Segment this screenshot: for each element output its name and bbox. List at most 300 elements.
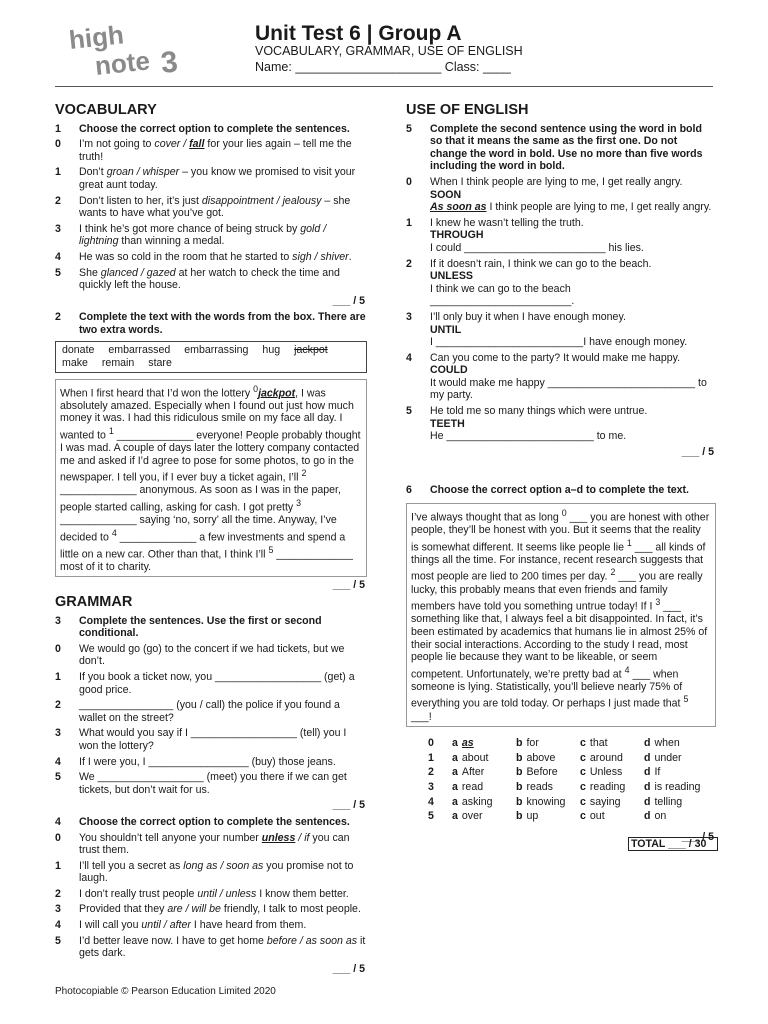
exercise-4-items: [55, 832, 367, 960]
question-number: 0: [428, 737, 434, 750]
option-text: Before: [526, 766, 558, 779]
option-text: out: [589, 810, 605, 823]
option-separator: /: [216, 887, 226, 900]
question-item: [55, 771, 367, 796]
text-segment: something like that, I always feel a bit disappointed. In fact, it’s been estimated by academics that humans lie in almost 25% of their social interactions. According to the study I read, most people lie because they want to be likeable, or seem competent. Unfortunately, we’re pretty bad at: [411, 613, 708, 681]
question-text[interactable]: We would go (go) to the concert if we had tickets, but we don’t.: [79, 642, 345, 668]
question-item: [55, 756, 367, 769]
option-letter: b: [516, 751, 523, 764]
option-b[interactable]: [516, 810, 580, 823]
question-number: 2: [428, 766, 434, 779]
option-text: telling: [654, 795, 683, 808]
exercise-6-score[interactable]: ___ / 5: [681, 830, 714, 843]
option-letter: d: [644, 737, 651, 750]
question-number: 5: [428, 810, 434, 823]
transformation-item: [406, 217, 716, 255]
text-segment: you can trust them.: [79, 831, 350, 857]
option-row: [428, 781, 716, 794]
option-2[interactable]: after: [169, 919, 191, 932]
name-blank[interactable]: _____________________: [295, 60, 442, 74]
option-b[interactable]: [516, 752, 580, 765]
option-letter: c: [580, 795, 586, 808]
gap-4-blank[interactable]: ___: [632, 668, 651, 681]
text-segment: for your lies again – tell me the truth!: [79, 138, 352, 163]
question-text: [79, 903, 367, 916]
question-number: 1: [55, 166, 61, 179]
box-word: make: [62, 356, 88, 369]
option-1[interactable]: until: [197, 887, 217, 900]
transformation-item: [406, 176, 716, 214]
exercise-number: 1: [55, 122, 61, 135]
question-text[interactable]: ________________ (you / call) the police if you found a wallet on the street?: [79, 699, 340, 724]
page-subtitle: VOCABULARY, GRAMMAR, USE OF ENGLISH: [255, 44, 523, 58]
question-number: 1: [55, 670, 61, 683]
question-body: [430, 217, 716, 255]
option-2[interactable]: as soon as: [305, 934, 358, 947]
option-letter: a: [452, 766, 458, 779]
instruction-text: Choose the correct option to complete the sentences.: [79, 122, 350, 135]
second-sentence: [430, 242, 716, 255]
question-item: [55, 919, 367, 932]
gap-marker: 4: [111, 527, 117, 538]
question-number: 4: [428, 795, 434, 808]
total-score[interactable]: TOTAL ___ / 30: [628, 837, 718, 851]
answer-blank[interactable]: _________________________: [435, 336, 584, 349]
gap-marker: 0: [253, 383, 259, 394]
gap-marker: 3: [296, 497, 302, 508]
text-segment: I know them better.: [256, 887, 349, 900]
option-a[interactable]: [452, 796, 516, 809]
gap-3-blank[interactable]: _____________: [60, 513, 137, 526]
question-text: [79, 267, 367, 292]
text-segment: to me.: [593, 430, 627, 443]
header-divider: [55, 86, 713, 87]
page-title: Unit Test 6 | Group A: [255, 22, 462, 45]
option-separator: /: [217, 859, 227, 872]
question-number: 4: [55, 755, 61, 768]
text-segment: it gets dark.: [79, 934, 366, 960]
text-segment: He was so cold in the room that he started to: [79, 250, 293, 263]
option-a[interactable]: [452, 737, 516, 750]
key-word: THROUGH: [430, 229, 484, 242]
text-segment: I don’t really trust people: [79, 887, 198, 900]
first-sentence: If it doesn’t rain, I think we can go to the beach.: [430, 257, 652, 270]
exercise-5-items: [406, 176, 716, 443]
option-text: Unless: [589, 766, 623, 779]
text-segment: friendly, I talk to most people.: [220, 903, 361, 916]
option-b[interactable]: [516, 737, 580, 750]
question-number: 3: [55, 727, 61, 740]
text-segment: saying ‘no, sorry’ all the time. Anyway, I’ve decided to: [60, 513, 337, 544]
text-segment: I could: [430, 241, 465, 254]
option-1[interactable]: long as: [183, 859, 218, 872]
option-letter: c: [580, 737, 586, 750]
text-segment: It would make me happy: [430, 376, 548, 389]
text-segment: He: [430, 430, 447, 443]
question-text: [79, 888, 367, 901]
option-letter: b: [516, 795, 523, 808]
text-segment: .: [348, 250, 352, 263]
option-2[interactable]: whisper: [142, 166, 180, 179]
word-box: [55, 341, 367, 373]
exercise-6-options: [428, 737, 716, 823]
box-word: remain: [101, 356, 135, 369]
text-segment: I think we can go to the beach: [430, 282, 571, 295]
option-c[interactable]: [580, 752, 644, 765]
exercise-2-score[interactable]: ___ / 5: [332, 579, 365, 592]
question-item: [55, 643, 367, 668]
gap-1-blank[interactable]: ___: [634, 541, 653, 554]
option-letter: d: [644, 810, 651, 823]
option-letter: a: [452, 810, 458, 823]
second-sentence: [430, 377, 716, 402]
option-row: [428, 796, 716, 809]
gap-5-blank[interactable]: ___: [411, 710, 429, 723]
text-segment: most of it to charity.: [60, 560, 152, 573]
option-text: when: [654, 737, 680, 750]
option-letter: a: [452, 780, 458, 793]
logo-word-high: high: [70, 25, 126, 55]
option-1[interactable]: glanced: [100, 266, 138, 279]
exercise-number: 5: [406, 122, 412, 135]
exercise-number: 4: [55, 815, 61, 828]
transformation-item: [406, 311, 716, 349]
exercise-5-instruction: [406, 123, 716, 173]
text-segment: when someone is lying. Statistically, you’ll believe nearly 75% of everything you are told today. Or perhaps I just made that: [411, 668, 684, 710]
question-number: 1: [428, 751, 434, 764]
option-1[interactable]: unless: [261, 831, 296, 844]
gap-4-blank[interactable]: _____________: [119, 531, 197, 544]
option-b[interactable]: [516, 781, 580, 794]
answer-blank[interactable]: _________________________: [547, 376, 696, 389]
question-number: 5: [55, 266, 61, 279]
text-segment: anonymous. As soon as I was in the paper, people started calling, asking for cash. I got pretty: [60, 484, 341, 514]
question-text: [79, 860, 367, 885]
second-sentence: [430, 283, 716, 308]
question-item: [55, 195, 367, 220]
exercise-3-score[interactable]: ___ / 5: [332, 799, 365, 812]
option-c[interactable]: [580, 737, 644, 750]
option-text: over: [461, 810, 483, 823]
option-row: [428, 810, 716, 823]
gap-5-blank[interactable]: _____________: [276, 548, 353, 561]
box-word: jackpot: [294, 343, 328, 356]
instruction-text: Complete the text with the words from the box. There are two extra words.: [79, 311, 366, 336]
option-text: about: [461, 751, 489, 764]
question-body: [430, 405, 716, 443]
key-word: TEETH: [430, 417, 465, 430]
transformation-item: [406, 405, 716, 443]
option-text: read: [461, 780, 484, 793]
question-text: [79, 223, 367, 248]
option-a[interactable]: [452, 810, 516, 823]
option-letter: d: [644, 766, 651, 779]
text-segment: I’ll tell you a secret as: [79, 859, 184, 872]
question-text[interactable]: We __________________ (meet) you there if we can get tickets, but don’t wait for us.: [79, 771, 347, 796]
question-item: [55, 671, 367, 696]
exercise-5-score[interactable]: ___ / 5: [681, 445, 714, 458]
question-number: 2: [55, 194, 61, 207]
option-text: up: [526, 810, 539, 823]
option-letter: b: [516, 737, 523, 750]
question-item: [55, 888, 367, 901]
option-c[interactable]: [580, 810, 644, 823]
exercise-number: 3: [55, 614, 61, 627]
text-segment: – she wants to have what you’ve got.: [79, 194, 351, 220]
exercise-1-items: [55, 138, 367, 292]
text-segment: I will call you: [79, 919, 142, 932]
logo-number: 3: [159, 45, 180, 80]
option-b[interactable]: [516, 766, 580, 779]
option-a[interactable]: [452, 781, 516, 794]
option-letter: d: [644, 780, 651, 793]
key-word: UNTIL: [430, 323, 462, 336]
transformation-item: [406, 352, 716, 402]
option-row: [428, 737, 716, 750]
question-text[interactable]: If you book a ticket now, you __________________ (get) a good price.: [79, 670, 355, 696]
gap-marker: 1: [626, 537, 632, 548]
text-segment: She: [79, 266, 101, 279]
question-number: 3: [55, 903, 61, 916]
exercise-4-score[interactable]: ___ / 5: [332, 962, 365, 975]
option-text: that: [589, 737, 608, 750]
option-1[interactable]: sigh: [292, 250, 312, 263]
question-item: [55, 166, 367, 191]
option-text: knowing: [526, 795, 566, 808]
option-2[interactable]: lightning: [79, 235, 119, 248]
answer-blank[interactable]: ________________________: [464, 241, 606, 254]
grammar-heading: GRAMMAR: [55, 594, 133, 610]
key-word: SOON: [430, 188, 462, 201]
option-1[interactable]: gold: [300, 222, 321, 235]
instruction-text: Choose the correct option a–d to complete the text.: [430, 484, 689, 497]
text-segment: I: [430, 336, 436, 349]
option-c[interactable]: [580, 766, 644, 779]
option-text: asking: [461, 795, 493, 808]
question-number: 4: [55, 919, 61, 932]
text-segment: !: [428, 710, 432, 723]
question-text: [79, 195, 367, 220]
question-number: 1: [406, 216, 412, 229]
option-letter: a: [452, 737, 458, 750]
logo-graphic: [70, 25, 210, 85]
gap-2-blank[interactable]: ___: [618, 571, 636, 583]
option-separator: /: [133, 166, 143, 179]
option-2[interactable]: soon as: [226, 859, 264, 872]
text-segment: , I was absolutely amazed. Especially when I found out just how much money it was. I had this ridiculous smile on my face all day. I wanted to: [60, 387, 354, 442]
text-segment: As soon as: [430, 201, 487, 214]
option-d[interactable]: [644, 752, 708, 765]
class-blank[interactable]: ____: [483, 60, 511, 74]
question-number: 0: [55, 138, 61, 151]
box-word: embarrassed: [108, 343, 171, 356]
question-item: [55, 727, 367, 752]
option-d[interactable]: [644, 766, 708, 779]
gap-marker: 5: [683, 694, 689, 705]
text-segment: – you know we promised to visit your great aunt today.: [79, 166, 356, 191]
option-d[interactable]: [644, 781, 708, 794]
option-2[interactable]: jealousy: [282, 194, 322, 207]
logo-word-note: note: [93, 45, 152, 81]
class-label: Class:: [444, 60, 480, 74]
question-number: 3: [428, 780, 434, 793]
gap-marker: 3: [655, 597, 661, 608]
option-c[interactable]: [580, 796, 644, 809]
transformation-item: [406, 258, 716, 308]
name-class-line: [255, 60, 511, 74]
option-row: [428, 766, 716, 779]
answer-blank[interactable]: ________________________: [430, 295, 572, 308]
option-separator: /: [320, 222, 327, 235]
question-text[interactable]: What would you say if I __________________ (tell) you I won the lottery?: [79, 727, 347, 752]
option-letter: d: [644, 751, 651, 764]
footer-copyright: Photocopiable © Pearson Education Limited 2020: [55, 986, 276, 997]
text-segment: I’m not going to: [79, 138, 155, 151]
option-text: for: [526, 737, 539, 750]
gap-marker: 0: [561, 508, 567, 519]
option-separator: /: [295, 831, 305, 844]
question-body: [430, 176, 716, 214]
question-text: [79, 251, 367, 264]
first-sentence: Can you come to the party? It would make me happy.: [430, 351, 681, 364]
exercise-1-instruction: [55, 123, 367, 136]
option-1[interactable]: cover: [154, 138, 181, 151]
option-a[interactable]: [452, 766, 516, 779]
text-segment: his lies.: [605, 241, 644, 254]
text-segment: I think people are lying to me, I get really angry.: [486, 201, 712, 214]
question-number: 4: [55, 250, 61, 263]
gap-marker: 1: [108, 425, 114, 436]
second-sentence: [430, 201, 716, 214]
option-2[interactable]: unless: [225, 887, 257, 900]
option-letter: a: [452, 751, 458, 764]
option-separator: /: [160, 919, 170, 932]
question-number: 3: [55, 222, 61, 235]
text-segment: Provided that they: [79, 903, 168, 916]
second-sentence: [430, 430, 716, 443]
exercise-6-instruction: [406, 484, 716, 497]
option-2[interactable]: if: [304, 831, 310, 844]
logo: [70, 25, 210, 85]
option-d[interactable]: [644, 796, 708, 809]
option-row: [428, 752, 716, 765]
option-text: If: [654, 766, 661, 779]
question-number: 0: [55, 831, 61, 844]
text-segment: to my party.: [430, 376, 707, 402]
option-c[interactable]: [580, 781, 644, 794]
exercise-6-text: [406, 503, 716, 727]
option-1[interactable]: before: [266, 934, 297, 947]
gap-0-blank[interactable]: ___: [569, 511, 588, 524]
text-segment: at her watch to check the time and quickly left the house.: [79, 266, 340, 292]
option-1[interactable]: until: [141, 919, 161, 932]
option-2[interactable]: fall: [189, 138, 205, 151]
question-number: 4: [406, 351, 412, 364]
question-item: [55, 832, 367, 857]
exercise-1-score[interactable]: ___ / 5: [332, 294, 365, 307]
option-text: around: [589, 751, 623, 764]
text-segment: you are honest with other people, they’ll be honest with you. But it seems that the reality is somewhat different. It seems like people lie: [411, 511, 710, 554]
option-1[interactable]: groan: [106, 166, 134, 179]
option-2[interactable]: gazed: [146, 266, 176, 279]
text-segment: Don’t listen to her, it’s just: [79, 194, 202, 207]
option-2[interactable]: shiver: [320, 250, 349, 263]
first-sentence: I’ll only buy it when I have enough money.: [430, 310, 626, 323]
instruction-text: Complete the second sentence using the word in bold so that it means the same as the first one. Do not change the word in bold. Use no more than five words including the word in bold.: [430, 122, 703, 173]
question-text: [79, 138, 367, 163]
text-segment: all kinds of things all the time. For instance, recent research suggests that most people are lied to 200 times per day.: [411, 541, 706, 583]
exercise-2-instruction: [55, 311, 367, 336]
option-d[interactable]: [644, 810, 708, 823]
question-number: 2: [55, 887, 61, 900]
gap-2-blank[interactable]: _____________: [60, 484, 137, 497]
exercise-3-items: [55, 643, 367, 797]
option-text: on: [654, 810, 667, 823]
option-1[interactable]: disappointment: [201, 194, 274, 207]
question-number: 0: [406, 175, 412, 188]
text-segment: .: [571, 295, 575, 308]
question-body: [430, 311, 716, 349]
text-segment: everyone! People probably thought I was mad. A couple of days later the lottery company contacted me and asked if I’d agree to pose for some photos, to go in the newspaper. I tell you, if I ever buy a ticket again, I’ll: [60, 429, 361, 484]
option-a[interactable]: [452, 752, 516, 765]
option-letter: b: [516, 810, 523, 823]
question-number: 5: [55, 934, 61, 947]
option-separator: /: [311, 250, 321, 263]
option-text: reads: [526, 780, 553, 793]
option-1[interactable]: are: [167, 903, 183, 916]
second-sentence: [430, 336, 716, 349]
left-column: [55, 104, 367, 979]
option-separator: /: [273, 194, 283, 207]
box-word: donate: [62, 343, 95, 356]
question-number: 5: [406, 405, 412, 418]
box-word: stare: [148, 356, 172, 369]
option-separator: /: [182, 903, 192, 916]
question-text: [79, 832, 367, 857]
gap-3-blank[interactable]: ___: [663, 600, 681, 613]
text-segment: When I first heard that I’d won the lottery: [60, 387, 254, 400]
text-segment: you are really lucky, this probably means that even friends and family members have told you something untrue today! If I: [411, 571, 703, 613]
question-text: [79, 935, 367, 960]
text-segment: Don’t: [79, 166, 107, 179]
option-separator: /: [296, 934, 306, 947]
exercise-4-instruction: [55, 816, 367, 829]
question-item: [55, 860, 367, 885]
option-text: as: [461, 737, 474, 750]
option-text: above: [526, 751, 556, 764]
box-word: embarrassing: [184, 343, 249, 356]
option-letter: b: [516, 766, 523, 779]
gap-1-blank[interactable]: _____________: [116, 429, 194, 442]
option-letter: a: [452, 795, 458, 808]
option-b[interactable]: [516, 796, 580, 809]
question-text[interactable]: If I were you, I _________________ (buy) those jeans.: [79, 755, 336, 768]
text-segment: I think he’s got more chance of being struck by: [79, 222, 301, 235]
exercise-2-text: [55, 379, 367, 578]
option-letter: d: [644, 795, 651, 808]
exercise-number: 2: [55, 311, 61, 324]
answer-blank[interactable]: _________________________: [446, 430, 594, 443]
question-number: 2: [406, 257, 412, 270]
text-segment: a few investments and spend a little on a new car. Other than that, I think I’ll: [60, 531, 346, 561]
option-d[interactable]: [644, 737, 708, 750]
question-number: 2: [55, 699, 61, 712]
question-body: [430, 352, 716, 402]
question-number: 1: [55, 859, 61, 872]
question-item: [55, 699, 367, 724]
gap-marker: 4: [624, 664, 630, 675]
option-2[interactable]: will be: [191, 903, 221, 916]
